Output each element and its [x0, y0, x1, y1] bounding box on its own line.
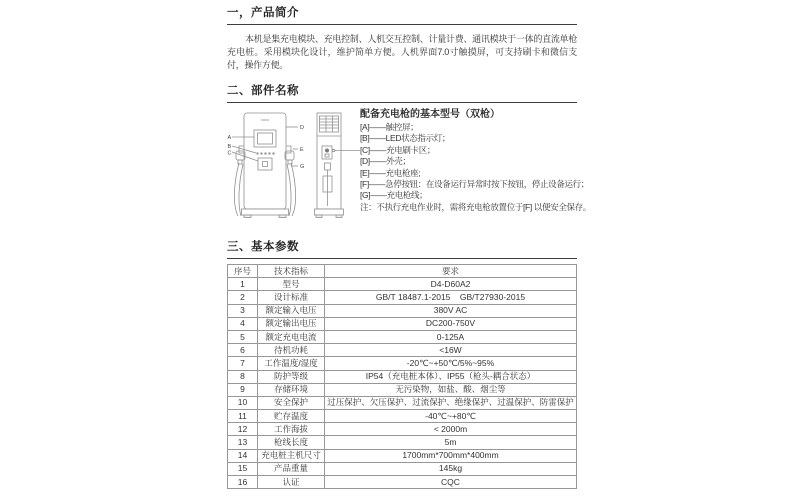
spec-value-cell: -20℃~+50℃/5%~95%: [325, 357, 577, 370]
table-row: [228, 462, 577, 475]
section-product-intro: [227, 6, 577, 72]
spec-value-cell: -40℃~+80℃: [325, 410, 577, 423]
spec-name-cell: 额定充电电流: [258, 330, 325, 343]
section2-heading: 二、部件名称: [227, 84, 577, 103]
spec-value-cell: 145kg: [325, 462, 577, 475]
spec-value-cell: IP54（充电桩本体）、IP55（枪头-耦合状态）: [325, 370, 577, 383]
parts-note: 注：不执行充电作业时，需将充电枪放置位于[F] 以便安全保存。: [360, 201, 591, 212]
row-index-cell: 4: [228, 317, 258, 330]
params-table-body: [228, 278, 577, 489]
part-item: [D]——外壳；: [360, 156, 411, 167]
part-item: [C]——充电刷卡区；: [360, 144, 436, 155]
spec-name-cell: 防护等级: [258, 370, 325, 383]
table-row: [228, 449, 577, 462]
spec-name-cell: 存储环境: [258, 383, 325, 396]
diagram-label-g: G: [300, 164, 305, 170]
diagram-label-c: C: [227, 150, 232, 157]
spec-value-cell: <16W: [325, 344, 577, 357]
part-item: [B]——LED状态指示灯；: [360, 133, 451, 144]
table-row: [228, 383, 577, 396]
part-item: [E]——充电枪座;: [360, 167, 421, 178]
col-header-spec: 技术指标: [258, 265, 325, 278]
table-row: [228, 278, 577, 291]
parts-list: [360, 122, 589, 202]
spec-value-cell: 380V AC: [325, 304, 577, 317]
table-row: [228, 330, 577, 343]
parts-diagram-row: [227, 106, 591, 232]
row-index-cell: 6: [228, 344, 258, 357]
section3-heading: 三、基本参数: [227, 240, 577, 259]
spec-value-cell: < 2000m: [325, 423, 577, 436]
row-index-cell: 3: [228, 304, 258, 317]
row-index-cell: 16: [228, 476, 258, 489]
row-index-cell: 13: [228, 436, 258, 449]
parts-list-title: 配备充电枪的基本型号（双枪）: [360, 109, 500, 120]
spec-name-cell: 充电桩主机尺寸: [258, 449, 325, 462]
row-index-cell: 1: [228, 278, 258, 291]
spec-name-cell: 产品重量: [258, 462, 325, 475]
params-table: [227, 264, 577, 489]
section-basic-params: [227, 240, 577, 489]
params-table-header-row: [228, 265, 577, 278]
section-part-names: [227, 84, 591, 232]
row-index-cell: 15: [228, 462, 258, 475]
spec-value-cell: 过压保护、欠压保护、过流保护、绝缘保护、过温保护、防雷保护: [325, 396, 577, 409]
charging-station-side-view-diagram: [315, 113, 361, 218]
row-index-cell: 8: [228, 370, 258, 383]
diagram-label-e: E: [300, 147, 304, 153]
spec-value-cell: D4-D60A2: [325, 278, 577, 291]
row-index-cell: 10: [228, 396, 258, 409]
spec-name-cell: 工作海拔: [258, 423, 325, 436]
spec-name-cell: 工作温度/湿度: [258, 357, 325, 370]
part-item: [G]——充电枪线；: [360, 190, 428, 201]
table-row: [228, 410, 577, 423]
spec-name-cell: 额定输出电压: [258, 317, 325, 330]
table-row: [228, 357, 577, 370]
table-row: [228, 370, 577, 383]
section1-heading: 一，产品简介: [227, 6, 577, 25]
spec-name-cell: 枪线长度: [258, 436, 325, 449]
manual-content-column: [227, 6, 591, 489]
diagram-label-b: B: [227, 144, 232, 150]
charging-station-diagram: [227, 106, 360, 232]
spec-value-cell: 无污染物，如盐、酸、烟尘等: [325, 383, 577, 396]
spec-name-cell: 设计标准: [258, 291, 325, 304]
diagram-label-d: D: [300, 125, 304, 131]
row-index-cell: 2: [228, 291, 258, 304]
table-row: [228, 317, 577, 330]
spec-name-cell: 贮存温度: [258, 410, 325, 423]
emergency-stop-button-icon: [325, 149, 329, 153]
parts-list-block: [360, 106, 591, 232]
spec-value-cell: 1700mm*700mm*400mm: [325, 449, 577, 462]
row-index-cell: 5: [228, 330, 258, 343]
part-item: [A]——触控屏；: [360, 122, 419, 132]
col-header-index: 序号: [228, 265, 258, 278]
row-index-cell: 7: [228, 357, 258, 370]
table-row: [228, 291, 577, 304]
product-intro-paragraph: 本机是集充电模块、充电控制、人机交互控制、计量计费、通讯模块于一体的直流单枪充电桩。采用模块化设计，维护简单方便。人机界面7.0寸触摸屏，可支持刷卡和微信支付，操作方便。: [227, 34, 577, 70]
table-row: [228, 476, 577, 489]
table-row: [228, 396, 577, 409]
spec-value-cell: GB/T 18487.1-2015 GB/T27930-2015: [325, 291, 577, 304]
spec-name-cell: 额定输入电压: [258, 304, 325, 317]
part-item: [F]——急停按钮：在设备运行异常时按下按钮，停止设备运行；: [360, 179, 589, 190]
spec-value-cell: CQC: [325, 476, 577, 489]
spec-name-cell: 安全保护: [258, 396, 325, 409]
charging-station-front-view-diagram: [232, 113, 298, 218]
table-row: [228, 436, 577, 449]
row-index-cell: 9: [228, 383, 258, 396]
row-index-cell: 14: [228, 449, 258, 462]
table-row: [228, 344, 577, 357]
spec-name-cell: 型号: [258, 278, 325, 291]
spec-name-cell: 认证: [258, 476, 325, 489]
spec-value-cell: DC200-750V: [325, 317, 577, 330]
row-index-cell: 11: [228, 410, 258, 423]
spec-value-cell: 0-125A: [325, 330, 577, 343]
spec-name-cell: 待机功耗: [258, 344, 325, 357]
table-row: [228, 304, 577, 317]
table-row: [228, 423, 577, 436]
diagram-label-a: A: [227, 135, 232, 141]
row-index-cell: 12: [228, 423, 258, 436]
col-header-requirement: 要求: [325, 265, 577, 278]
spec-value-cell: 5m: [325, 436, 577, 449]
